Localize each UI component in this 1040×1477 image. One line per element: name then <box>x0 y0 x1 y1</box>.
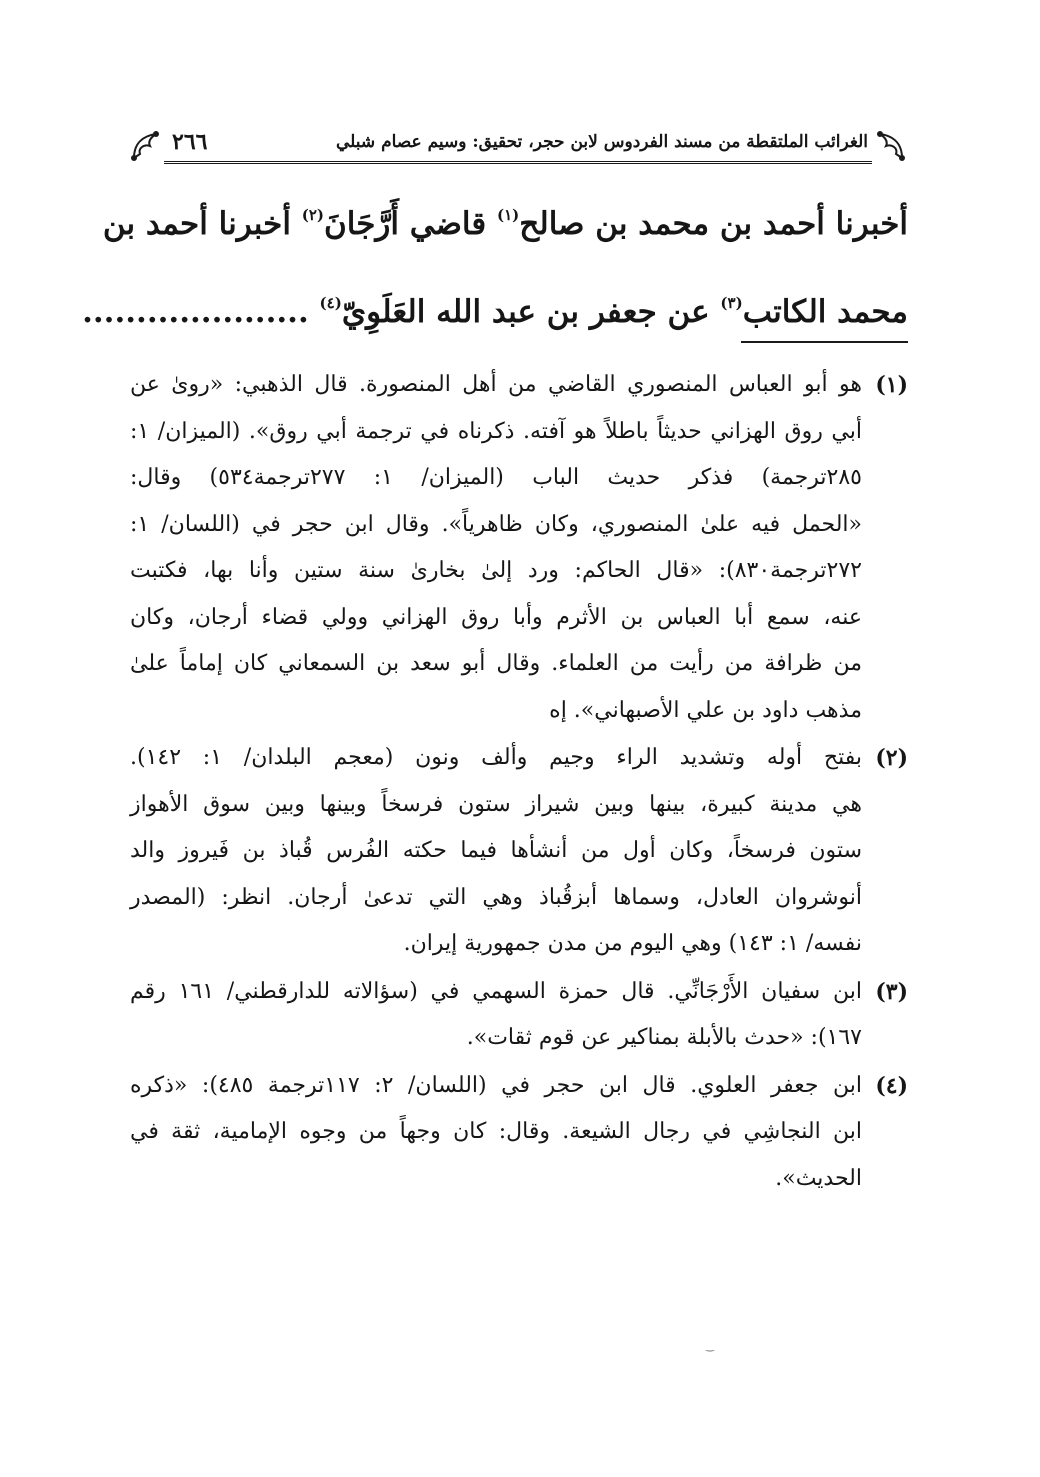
page-number: ٢٦٦ <box>172 129 208 155</box>
scan-mark: ‿ <box>706 1341 715 1352</box>
footnote-number: (١) <box>875 372 908 398</box>
footnote-line: ابن جعفر العلوي. قال ابن حجر في (اللسان/ ٢: ١١٧ترجمة ٤٨٥): «ذكره <box>130 1072 862 1098</box>
running-header <box>128 126 908 166</box>
footnote-line: الحديث». <box>775 1165 862 1191</box>
footnote-2 <box>130 735 908 968</box>
footnote-1 <box>130 362 908 734</box>
footnote-number: (٤) <box>875 1072 908 1099</box>
ornament-icon <box>128 128 164 162</box>
footnote-line: من ظرافة من رأيت من العلماء. وقال أبو سعد بن السمعاني كان إماماً علىٰ <box>130 651 862 676</box>
footnote-line: ٢٧٢ترجمة٨٣٠): «قال الحاكم: ورد إلىٰ بخارىٰ سنة ستين وأنا بها، فكتبت <box>130 558 862 583</box>
text-span: قاضي أَرَّجَانَ <box>324 206 497 242</box>
footnote-line: ابن سفيان الأَرْجَانِّي. قال حمزة السهمي في (سؤالاته للدارقطني/ ١٦١ رقم <box>130 978 862 1004</box>
header-rule <box>164 161 872 164</box>
text-span: محمد الكاتب <box>742 294 908 330</box>
footnote-4 <box>130 1063 908 1203</box>
footnote-separator <box>741 341 908 343</box>
footnote-ref: (٣) <box>720 294 743 312</box>
footnote-line: ستون فرسخاً، وكان أول من أنشأها فيما حكته الفُرس قُباذ بن فَيروز والد <box>130 838 862 863</box>
text-span: أخبرنا أحمد بن <box>102 206 302 242</box>
footnote-line: هو أبو العباس المنصوري القاضي من أهل المنصورة. قال الذهبي: «روىٰ عن <box>130 372 862 397</box>
footnote-line: بفتح أوله وتشديد الراء وجيم وألف ونون (معجم البلدان/ ١: ١٤٢). <box>130 745 863 770</box>
header-title: الغرائب الملتقطة من مسند الفردوس لابن حجر، تحقيق: وسيم عصام شبلي <box>335 132 868 152</box>
text-span: عن جعفر بن عبد الله العَلَوِيّ <box>341 294 721 330</box>
footnote-line: أبي روق الهزاني حديثاً باطلاً هو آفته. ذكرناه في ترجمة أبي روق». (الميزان/ ١: <box>130 418 862 444</box>
footnote-line: ٢٨٥ترجمة) فذكر حديث الباب (الميزان/ ١: ٢٧٧ترجمة٥٣٤) وقال: <box>130 465 862 490</box>
footnote-number: (٣) <box>875 978 908 1005</box>
footnote-line: أنوشروان العادل، وسماها أبزقُباذ وهي التي تدعىٰ أرجان. انظر: (المصدر <box>130 884 862 910</box>
footnote-ref: (٢) <box>301 206 325 224</box>
ornament-icon <box>872 128 908 162</box>
footnote-line: عنه، سمع أبا العباس بن الأثرم وأبا روق الهزاني وولي قضاء أرجان، وكان <box>130 604 862 630</box>
footnote-line: هي مدينة كبيرة، بينها وبين شيراز ستون فرسخاً وبينها وبين سوق الأهواز <box>130 791 862 817</box>
footnote-line: ابن النجاشِي في رجال الشيعة. وقال: كان وجهاً من وجوه الإمامية، ثقة في <box>130 1119 862 1144</box>
footnote-line: ١٦٧): «حدث بالأبلة بمناكير عن قوم ثقات». <box>466 1025 862 1050</box>
text-span: أخبرنا أحمد بن محمد بن صالح <box>519 206 908 242</box>
ellipsis-dots: ..................... <box>82 294 320 330</box>
footnote-number: (٢) <box>875 745 908 771</box>
footnotes <box>130 362 908 1203</box>
footnote-ref: (٤) <box>319 294 342 312</box>
footnote-line: مذهب داود بن علي الأصبهاني». إه <box>549 697 862 723</box>
footnote-line: نفسه/ ١: ١٤٣) وهي اليوم من مدن جمهورية إيران. <box>403 931 862 956</box>
footnote-line: «الحمل فيه علىٰ المنصوري، وكان ظاهرياً». وقال ابن حجر في (اللسان/ ١: <box>130 511 862 537</box>
main-line <box>102 180 908 268</box>
footnote-3 <box>130 969 908 1062</box>
footnote-ref: (١) <box>496 206 520 224</box>
main-text <box>82 180 908 356</box>
